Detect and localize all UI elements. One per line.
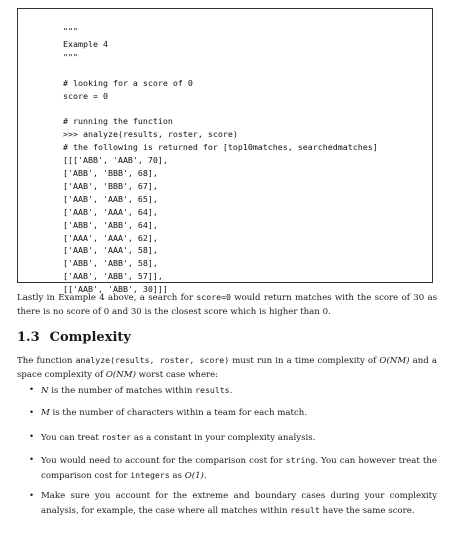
text: You can treat xyxy=(41,433,102,443)
code-line: ['AAB', 'BBB', 67], xyxy=(63,180,158,191)
code-line: ['ABB', 'ABB', 58], xyxy=(63,258,158,269)
bullet-icon: • xyxy=(29,432,35,442)
list-item xyxy=(17,453,437,483)
list-item xyxy=(17,489,437,518)
bullet-icon: • xyxy=(29,408,35,418)
code-line: ['AAB', 'AAA', 64], xyxy=(63,206,158,217)
code-line: >>> analyze(results, roster, score) xyxy=(63,129,238,140)
text: . xyxy=(229,386,233,396)
code-line: """ xyxy=(63,51,78,62)
text: as xyxy=(169,471,185,481)
text: You would need to account for the comparison cost for xyxy=(41,456,286,466)
code-line: ['ABB', 'BBB', 68], xyxy=(63,167,158,178)
list-item xyxy=(17,383,232,398)
text: The function xyxy=(17,356,76,366)
inline-code: string xyxy=(285,455,316,465)
math: M xyxy=(41,408,50,418)
text: and a space complexity of xyxy=(17,356,438,380)
code-line: ['AAB', 'ABB', 57]], xyxy=(63,271,163,282)
text: have the same score. xyxy=(319,506,415,516)
bullet-icon: • xyxy=(29,385,35,395)
text: is the number of matches within xyxy=(48,386,196,396)
code-listing-box xyxy=(17,8,433,295)
text: must run in a time complexity of xyxy=(229,356,380,366)
text: as a constant in your complexity analysis. xyxy=(131,433,316,443)
bullet-icon: • xyxy=(29,491,35,501)
math: O(NM) xyxy=(379,356,410,366)
text: is the number of characters within a team for each match. xyxy=(49,408,308,418)
code-listing xyxy=(63,25,378,296)
code-line: # running the function xyxy=(63,116,173,127)
text: . xyxy=(203,471,207,481)
code-line: Example 4 xyxy=(63,38,108,49)
code-line: [['AAB', 'ABB', 30]]] xyxy=(63,284,168,295)
inline-code: integers xyxy=(130,470,170,480)
code-line: score = 0 xyxy=(63,90,108,101)
complexity-paragraph xyxy=(17,353,437,382)
code-line xyxy=(63,65,68,75)
section-number: 1.3 xyxy=(17,330,40,345)
bullet-icon: • xyxy=(29,455,35,465)
math: O(NM) xyxy=(105,370,136,380)
inline-code: analyze(results, roster, score) xyxy=(75,355,230,365)
text: would return matches with the score of 30 as there is no score of 0 and 30 is the closest score which is higher than 0. xyxy=(17,293,438,317)
inline-code: score=0 xyxy=(196,292,231,302)
math: O(1) xyxy=(184,471,204,481)
code-line xyxy=(63,103,68,113)
section-title: Complexity xyxy=(49,330,131,345)
math: N xyxy=(41,386,49,396)
code-line: # the following is returned for [top10matches, searchedmatches] xyxy=(63,142,378,153)
section-heading xyxy=(17,330,131,346)
text: Lastly in Example 4 above, a search for xyxy=(17,293,197,303)
code-line: ['ABB', 'ABB', 64], xyxy=(63,219,158,230)
code-line: ['AAA', 'AAA', 62], xyxy=(63,232,158,243)
code-line: """ xyxy=(63,26,78,36)
code-line: ['AAB', 'AAB', 65], xyxy=(63,193,158,204)
text: . You can however treat the comparison cost for xyxy=(41,456,437,481)
inline-code: roster xyxy=(101,432,132,442)
inline-code: results xyxy=(195,385,230,395)
text: worst case where: xyxy=(135,370,219,380)
inline-code: result xyxy=(290,505,320,515)
list-item xyxy=(17,430,315,445)
code-line: # looking for a score of 0 xyxy=(63,77,193,88)
example-explanation-paragraph xyxy=(17,290,437,319)
code-line: ['AAB', 'AAA', 58], xyxy=(63,245,158,256)
text: Make sure you account for the extreme and boundary cases during your complexity analysis, for example, the case where all matches within xyxy=(41,491,437,516)
code-line: [[['ABB', 'AAB', 70], xyxy=(63,155,168,166)
list-item xyxy=(17,406,307,420)
